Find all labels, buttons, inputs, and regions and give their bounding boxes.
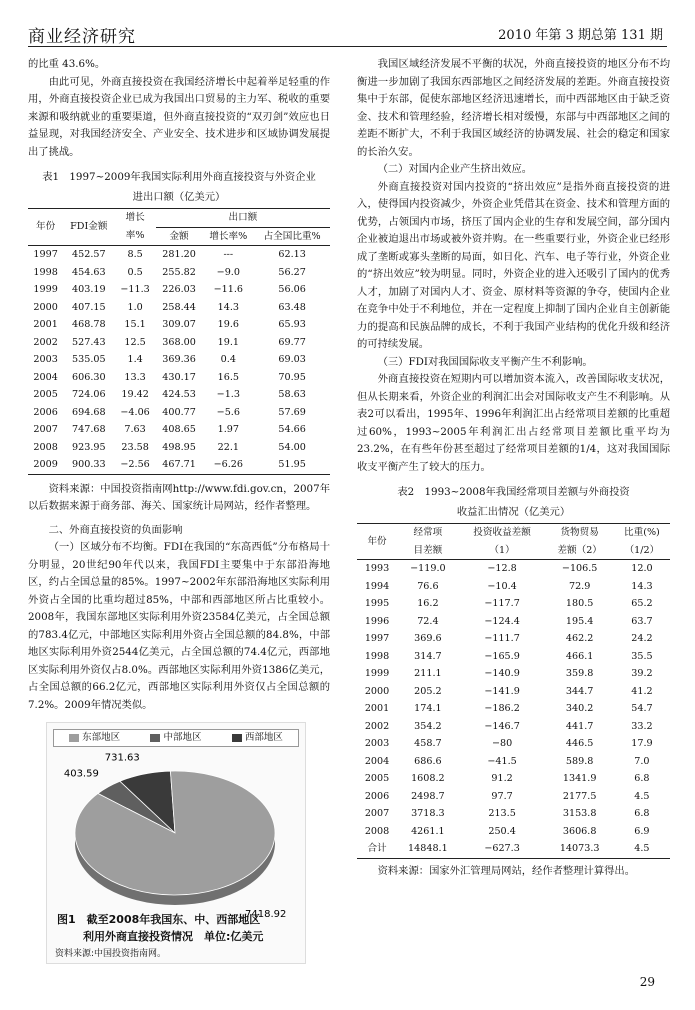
table-cell: 51.95	[254, 456, 330, 474]
table-cell: −117.7	[484, 598, 520, 609]
table-cell: 70.95	[278, 371, 306, 383]
th-year: 年份	[357, 524, 397, 560]
table-row	[357, 753, 670, 771]
table-cell: 14073.3	[545, 840, 613, 858]
table-cell: 19.42	[121, 389, 149, 400]
table-cell: 535.05	[72, 354, 106, 365]
table-cell: 6.8	[634, 808, 650, 819]
table-cell: 2002	[33, 336, 58, 348]
table-cell: 14.3	[631, 580, 653, 592]
table-cell: −12.8	[487, 563, 517, 574]
figure-source: 资料来源:中国投资指南网。	[55, 949, 167, 959]
table-cell: 2001	[33, 319, 58, 330]
table-cell: 19.1	[217, 336, 239, 348]
th-col1: 经常项	[397, 524, 459, 542]
th-amount: 金额	[156, 227, 203, 246]
table-row	[357, 683, 670, 701]
table-row	[357, 648, 670, 666]
table-cell: 2003	[364, 738, 390, 749]
table-cell: 4261.1	[411, 825, 445, 837]
table2-body	[357, 560, 670, 859]
th-col3-2: 差额（2）	[545, 542, 613, 560]
table-cell: −41.5	[487, 755, 517, 767]
table-row	[357, 840, 670, 858]
table-cell: 1.97	[217, 424, 239, 435]
table-cell: 2177.5	[562, 790, 597, 802]
table-cell: 2000	[364, 685, 390, 697]
table-cell: 12.5	[124, 336, 146, 348]
table-cell: 589.8	[565, 755, 594, 767]
th-growth-2: 率%	[114, 227, 155, 246]
table-row	[28, 351, 330, 369]
table1-body	[28, 246, 330, 475]
table-cell: 462.2	[565, 633, 594, 644]
table-cell: 446.5	[565, 738, 594, 749]
table-row	[28, 316, 330, 334]
table-cell: 3718.3	[411, 808, 445, 819]
table-cell: −627.3	[459, 840, 546, 858]
table-row	[357, 700, 670, 718]
table-cell: 76.6	[417, 580, 439, 592]
table-cell: 2002	[364, 720, 390, 732]
table-cell: 226.03	[162, 284, 196, 295]
legend-label: 东部地区	[82, 732, 121, 744]
table-row	[28, 299, 330, 317]
table-cell: 69.03	[278, 354, 306, 365]
table2	[357, 523, 670, 859]
table-cell: 255.82	[162, 266, 196, 278]
right-column	[357, 56, 670, 880]
th-trade: 出口额	[156, 209, 330, 228]
table-cell: −6.26	[202, 456, 254, 474]
table-cell: 1997	[33, 249, 58, 260]
table-cell: 58.63	[278, 389, 306, 400]
table-cell: 923.95	[72, 441, 106, 453]
table2-caption: 表2 1993~2008年我国经常项目差额与外商投资	[397, 486, 630, 498]
table-cell: −140.9	[484, 668, 520, 679]
table-cell: −119.0	[410, 563, 446, 574]
table-cell: 211.1	[414, 668, 442, 679]
table-cell: 403.19	[72, 284, 106, 295]
table-row	[357, 788, 670, 806]
table-cell: 368.00	[162, 336, 196, 348]
table-cell: 17.9	[631, 738, 653, 749]
table-cell: −165.9	[484, 650, 520, 662]
table-cell: 8.5	[127, 249, 143, 260]
table-cell: 1.0	[127, 301, 143, 313]
left-column	[28, 56, 330, 964]
table-cell: −186.2	[484, 703, 520, 714]
page-number: 29	[639, 975, 655, 989]
table-cell: 258.44	[162, 301, 196, 313]
table-cell: 91.2	[491, 773, 513, 784]
table-cell: 63.48	[278, 301, 306, 313]
table-cell: −11.6	[213, 284, 243, 295]
table-row	[357, 718, 670, 736]
table-cell: 合计	[357, 840, 397, 858]
legend-label: 中部地区	[163, 732, 202, 744]
table-cell: −1.3	[216, 389, 240, 400]
table-cell: 56.27	[278, 266, 306, 278]
table-row	[28, 421, 330, 439]
table-cell: 7.0	[634, 755, 650, 767]
table-cell: 2498.7	[411, 790, 445, 802]
table-cell: 39.2	[631, 668, 653, 679]
table-cell: 19.6	[217, 319, 239, 330]
section-heading: （三）FDI对我国国际收支平衡产生不利影响。	[377, 355, 593, 368]
th-year: 年份	[28, 209, 63, 246]
th-fdi: FDI金额	[63, 209, 114, 246]
table-cell: 2007	[33, 424, 58, 435]
table-cell: −141.9	[484, 685, 520, 697]
table-cell: 14.3	[217, 301, 239, 313]
table-cell: 1993	[364, 563, 390, 574]
table-row	[357, 665, 670, 683]
table-cell: −9.0	[216, 266, 240, 278]
table-cell: 7.63	[124, 424, 146, 435]
table-cell: 1999	[364, 668, 390, 679]
table-cell: 4.5	[634, 790, 650, 802]
th-col4-2: （1/2）	[614, 542, 670, 560]
table-cell: 63.7	[631, 615, 653, 627]
figure-caption: 图1 截至2008年我国东、中、西部地区	[57, 913, 261, 926]
th-col3: 货物贸易	[545, 524, 613, 542]
table-cell: 16.2	[417, 598, 439, 609]
table-cell: 454.63	[72, 266, 106, 278]
table-cell: −4.06	[120, 406, 150, 418]
table-cell: 72.4	[417, 615, 439, 627]
table-cell: 6.9	[634, 825, 650, 837]
table-cell: 2006	[364, 790, 390, 802]
table-cell: 400.77	[162, 406, 196, 418]
table-cell: 458.7	[414, 738, 442, 749]
table-cell: 4.5	[614, 840, 670, 858]
table-cell: −11.3	[120, 284, 150, 295]
table-cell: 369.6	[414, 633, 442, 644]
figure-1	[46, 722, 306, 964]
table-cell: 369.36	[162, 354, 196, 365]
table-cell: 2004	[364, 755, 390, 767]
table-cell: 41.2	[631, 685, 653, 697]
table-cell: 57.69	[278, 406, 306, 418]
table-cell: 6.8	[634, 773, 650, 784]
table-row	[28, 456, 330, 474]
table-cell: 2004	[33, 371, 58, 383]
th-growth: 增长	[114, 209, 155, 228]
table-cell: 407.15	[72, 301, 106, 313]
table-cell: 213.5	[488, 808, 516, 819]
table-cell: 56.06	[278, 284, 306, 295]
pie-value-label: 403.59	[63, 768, 99, 780]
table-cell: 340.2	[565, 703, 594, 714]
table-cell: 2000	[33, 301, 58, 313]
table-row	[357, 735, 670, 753]
legend-swatch	[69, 734, 79, 742]
table-cell: 2007	[364, 808, 390, 819]
table-cell: 3606.8	[562, 825, 597, 837]
table-row	[28, 404, 330, 422]
th-rate: 增长率%	[202, 227, 254, 246]
table-cell: 3153.8	[562, 808, 597, 819]
table-cell: 467.71	[156, 456, 203, 474]
table-cell: 69.77	[278, 336, 306, 348]
table-cell: 54.66	[278, 424, 306, 435]
table-row	[28, 334, 330, 352]
table1	[28, 208, 330, 475]
table-cell: 12.0	[631, 563, 653, 574]
table-cell: 724.06	[72, 389, 106, 400]
table-cell: 314.7	[414, 650, 442, 662]
paragraph: 由此可见，外商直接投资在我国经济增长中起着举足轻重的作用，外商直接投资企业已成为我国出口贸易的主力军、税收的重要来源和吸纳就业的重要渠道，但外商直接投资的“双刃剑”效应也日益显现，对我国经济安全、产业安全、技术进步和区域协调发展提出了挑战。	[28, 75, 330, 158]
table-cell: 694.68	[72, 406, 106, 418]
table-cell: 468.78	[72, 319, 106, 330]
th-col2-2: （1）	[459, 542, 546, 560]
table-cell: 250.4	[488, 825, 516, 837]
table-row	[357, 823, 670, 841]
table-cell: 2008	[33, 441, 58, 453]
table-cell: 408.65	[162, 424, 196, 435]
table-cell: 1995	[364, 598, 390, 609]
table-cell: 498.95	[162, 441, 196, 453]
table-cell: 97.7	[491, 790, 513, 802]
table-cell: ---	[223, 249, 234, 260]
pie-value-label: 7418.92	[245, 909, 287, 920]
th-col1-2: 目差额	[397, 542, 459, 560]
table-cell: 2009	[28, 456, 63, 474]
table-cell: 1.4	[127, 354, 143, 365]
table1-note: 资料来源：中国投资指南网http://www.fdi.gov.cn，2007年以后数据来源于商务部、海关、国家统计局网站，经作者整理。	[28, 482, 330, 512]
table-cell: −106.5	[561, 563, 598, 574]
table-cell: 54.00	[278, 441, 306, 453]
paragraph: 外商直接投资在短期内可以增加资本流入，改善国际收支状况，但从长期来看，外资企业的利润汇出会对国际收支产生不利影响。从表2可以看出，1995年、1996年利润汇出占经常项目差额的比重超过60%，1993~2005年利润汇出占经常项目差额比重平均为23.2%，在有些年份甚至超过了经常项目差额的1/4，这对我国国际收支平衡产生了较大的压力。	[357, 373, 670, 473]
table-cell: 2003	[33, 354, 58, 365]
table-cell: 24.2	[631, 633, 653, 644]
table-cell: 686.6	[414, 755, 442, 767]
table-cell: 62.13	[278, 249, 306, 260]
table-cell: 54.7	[631, 703, 653, 714]
table-cell: −111.7	[484, 633, 520, 644]
paragraph: （一）区域分布不均衡。FDI在我国的“东高西低”分布格局十分明显，20世纪90年代以来，我国FDI主要集中于东部沿海地区，约占全国总量的85%。1997~2002年东部沿海地区实际利用外资占全国的比重均超过85%，中部和西部地区所占比重较小。2008年，我国东部地区实际利用外资23584亿美元，占全国总额的783.4亿元，中部地区实际利用外资占全国总额的84.8%，中部地区实际利用外资2544亿美元，占全国总额的74.4亿元，西部地区实际利用外资仅占8.0%。西部地区实际利用外资1386亿美元，占全国总额的66.2亿元，西部地区实际利用外资仅占全国总额的7.2%。2009年情况类似。	[28, 541, 331, 711]
paragraph-continued: 的比重 43.6%。	[28, 58, 106, 70]
table-cell: 309.07	[162, 319, 196, 330]
table-row	[28, 264, 330, 282]
table-cell: 65.2	[631, 598, 653, 609]
table-cell: 354.2	[414, 720, 442, 732]
th-share: 占全国比重%	[254, 227, 330, 246]
table2-caption-2: 收益汇出情况（亿美元）	[456, 505, 571, 518]
table-cell: 2005	[364, 773, 390, 784]
table-cell: 195.4	[565, 615, 594, 627]
table-cell: 0.5	[127, 266, 143, 278]
table-cell: 2008	[364, 825, 390, 837]
table-cell: 205.2	[414, 685, 442, 697]
legend-label: 西部地区	[244, 732, 283, 744]
table-cell: 16.5	[217, 371, 239, 383]
paragraph: 外商直接投资对国内投资的“挤出效应”是指外商直接投资的进入，使得国内投资减少，外资企业凭借其在资金、技术和管理方面的优势，占领国内市场，挤压了国内企业的生存和发展空间，部分国内企业被迫退出市场或被外资并购。在一些重要行业，外资企业已经形成了垄断或寡头垄断的局面，如日化、汽车、电子等行业，外资企业的“挤出效应”较为明显。同时，外资企业的进入还吸引了国内的优秀人才，加剧了对国内人才、资金、原材料等资源的争夺，使国内企业在竞争中处于不利地位，并在一定程度上抑制了国内企业自主创新能力的提高和民族品牌的成长，不利于我国产业结构的优化升级和经济的可持续发展。	[357, 180, 670, 350]
table-cell: 15.1	[124, 319, 146, 330]
table-row	[357, 578, 670, 596]
table-row	[357, 770, 670, 788]
pie-value-label: 731.63	[104, 752, 140, 764]
table-cell: −124.4	[484, 615, 520, 627]
table-cell: 900.33	[63, 456, 114, 474]
table-cell: 13.3	[124, 371, 146, 383]
table-cell: 1999	[33, 284, 58, 295]
table-cell: 33.2	[631, 720, 653, 732]
legend-swatch	[150, 734, 160, 742]
table-cell: 441.7	[565, 720, 594, 732]
issue-info: 2010 年第 3 期总第 131 期	[498, 28, 663, 43]
table-row	[357, 613, 670, 631]
th-col2: 投资收益差额	[459, 524, 546, 542]
section-heading: （二）对国内企业产生挤出效应。	[377, 163, 533, 175]
paragraph: 我国区域经济发展不平衡的状况，外商直接投资的地区分布不均衡进一步加剧了我国东西部地区之间经济发展的差距。外商直接投资集中于东部，促使东部地区经济迅速增长，而中西部地区由于缺乏资金、技术和管理经验，经济增长相对缓慢，东部与中西部地区之间的差距不断扩大，不利于我国区域经济的协调发展、社会的稳定和国家的长治久安。	[357, 58, 670, 158]
table-cell: 2001	[364, 703, 390, 714]
table-cell: 344.7	[565, 685, 594, 697]
table-cell: 65.93	[278, 319, 306, 330]
table-row	[357, 630, 670, 648]
table-cell: 747.68	[72, 424, 106, 435]
table-cell: 527.43	[72, 336, 106, 348]
table-row	[357, 560, 670, 578]
journal-title: 商业经济研究	[28, 27, 136, 47]
table-cell: −80	[491, 738, 513, 749]
th-col4: 比重(%)	[614, 524, 670, 542]
table-cell: 2006	[33, 406, 58, 418]
table-cell: 1994	[364, 580, 390, 592]
table-row	[28, 386, 330, 404]
table-cell: 466.1	[565, 650, 594, 662]
table-row	[28, 369, 330, 387]
table1-caption: 表1 1997~2009年我国实际利用外商直接投资与外资企业	[42, 171, 316, 183]
table-cell: 1996	[364, 615, 390, 627]
table-cell: 1341.9	[562, 773, 597, 784]
table-cell: 430.17	[162, 371, 196, 383]
table-cell: 72.9	[568, 580, 591, 592]
table-cell: 23.58	[121, 441, 149, 453]
table-row	[28, 246, 330, 264]
section-heading: 二、外商直接投资的负面影响	[48, 523, 183, 536]
table-cell: 424.53	[162, 389, 196, 400]
table-cell: 35.5	[631, 650, 653, 662]
table-cell: −2.56	[114, 456, 155, 474]
table-cell: 0.4	[220, 354, 236, 365]
legend-swatch	[232, 734, 242, 742]
table-row	[357, 595, 670, 613]
table-cell: 174.1	[414, 703, 442, 714]
table-cell: 180.5	[565, 598, 594, 609]
table-cell: 359.8	[565, 668, 594, 679]
table-cell: 1998	[364, 650, 390, 662]
table-row	[28, 281, 330, 299]
table-cell: 281.20	[162, 249, 196, 260]
table-cell: 1608.2	[411, 773, 445, 784]
table-cell: 2005	[33, 389, 58, 400]
table-cell: 1998	[33, 266, 58, 278]
table2-note: 资料来源：国家外汇管理局网站，经作者整理计算得出。	[377, 864, 636, 877]
figure-caption-2: 利用外商直接投资情况 单位:亿美元	[83, 930, 264, 943]
table-cell: 1997	[364, 633, 390, 644]
table-cell: 14848.1	[397, 840, 459, 858]
table-cell: 22.1	[217, 441, 239, 453]
table-row	[28, 439, 330, 457]
table1-caption-2: 进出口额（亿美元）	[132, 190, 226, 203]
header-rule	[28, 46, 667, 47]
table-cell: 452.57	[72, 249, 106, 260]
table-cell: −5.6	[216, 406, 240, 418]
table-cell: −146.7	[484, 720, 520, 732]
table-row	[357, 805, 670, 823]
table-cell: 606.30	[72, 371, 106, 383]
table-cell: −10.4	[487, 580, 517, 592]
